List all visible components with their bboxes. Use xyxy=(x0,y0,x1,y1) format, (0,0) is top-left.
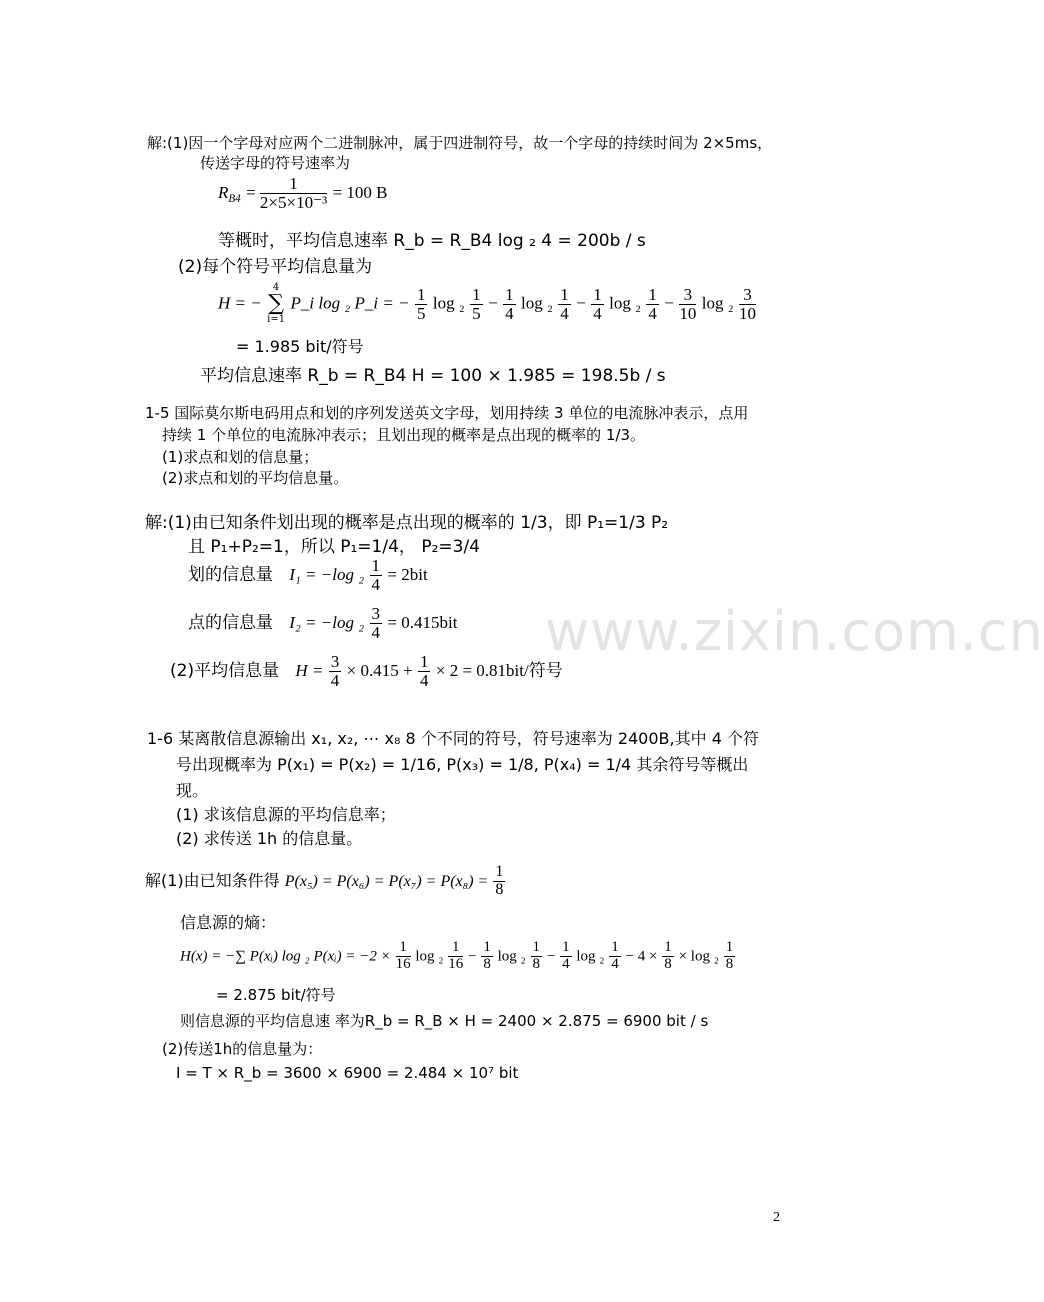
formula-i1: 划的信息量 I₁ = −log ₂ $\frac{1}{4}$ = 2bit xyxy=(188,556,428,594)
answer-16-entropy-label: 信息源的熵： xyxy=(180,913,277,932)
answer-15-line2: 且 P₁+P₂=1，所以 P₁=1/4， P₂=3/4 xyxy=(188,537,480,557)
question-15-line1: 1-5 国际莫尔斯电码用点和划的序列发送英文字母，划用持续 3 单位的电流脉冲表示，点用 xyxy=(145,404,749,422)
solution-14-line1: 解:(1)因一个字母对应两个二进制脉冲，属于四进制符号，故一个字母的持续时间为 2×5ms， xyxy=(147,134,773,152)
solution-14-line2: 传送字母的符号速率为 xyxy=(200,154,351,172)
question-16-line2: 号出现概率为 P(x₁) = P(x₂) = 1/16, P(x₃) = 1/8, P(x₄) = 1/4 其余符号等概出 xyxy=(176,755,749,774)
solution-14-part2: (2)每个符号平均信息量为 xyxy=(178,257,373,277)
answer-16-line1: 解(1)由已知条件得 P(x₅) = P(x₆) = P(x₇) = P(x₈) = $\frac{1}{8}$ xyxy=(145,863,504,898)
question-16-item2: (2) 求传送 1h 的信息量。 xyxy=(176,829,363,848)
formula-average-info: (2)平均信息量 H = $\frac{3}{4}$ × 0.415 + $\frac{1}{4}$ × 2 = 0.81bit/符号 xyxy=(170,652,563,690)
watermark: www.zixin.com.cn xyxy=(545,600,1044,663)
formula-info-1h: I = T × R_b = 3600 × 6900 = 2.484 × 10⁷ bit xyxy=(176,1064,519,1082)
formula-rb-equiprobable: 等概时，平均信息速率 R_b = R_B4 log ₂ 4 = 200b / s xyxy=(218,231,646,251)
formula-info-rate: 则信息源的平均信息速 率为R_b = R_B × H = 2400 × 2.875 = 6900 bit / s xyxy=(180,1012,709,1030)
question-15-item2: (2)求点和划的平均信息量。 xyxy=(162,469,349,487)
formula-h-sum: H = − 4 ∑ i=1 P_i log ₂ P_i = − $\frac{1}{5}$ log ₂ $\frac{1}{5}$ − $\frac{1}{4}$ log ₂ $\frac{1}{4}$ − $\frac{1}{4}$ log ₂ $\frac{1}{4}$ − $\frac{3}{10}$ log ₂ $\frac{3}{10}$ xyxy=(218,282,757,325)
question-16-item1: (1) 求该信息源的平均信息率； xyxy=(176,805,396,824)
question-16-line3: 现。 xyxy=(176,781,209,800)
formula-entropy: H(x) = −∑ P(xᵢ) log ₂ P(xᵢ) = −2 × $\frac{1}{16}$ log ₂ $\frac{1}{16}$ − $\frac{1}{8}$ log ₂ $\frac{1}{8}$ − $\frac{1}{4}$ log ₂ $\frac{1}{4}$ − 4 × $\frac{1}{8}$ × log ₂ $\frac{1}{8}$ xyxy=(180,939,734,972)
formula-rb4: $R_{B4}$ = $\frac{1}{\text{2×5×10⁻³}}$ = 100 B xyxy=(218,174,388,212)
answer-16-part2: (2)传送1h的信息量为： xyxy=(162,1040,323,1058)
question-15-line2: 持续 1 个单位的电流脉冲表示；且划出现的概率是点出现的概率的 1/3。 xyxy=(162,426,645,444)
answer-15-line1: 解:(1)由已知条件划出现的概率是点出现的概率的 1/3，即 P₁=1/3 P₂ xyxy=(145,513,669,533)
formula-h-result: = 1.985 bit/符号 xyxy=(236,337,364,356)
formula-entropy-result: = 2.875 bit/符号 xyxy=(216,986,336,1004)
formula-rb-average: 平均信息速率 R_b = R_B4 H = 100 × 1.985 = 198.5b / s xyxy=(200,366,666,386)
question-15-item1: (1)求点和划的信息量； xyxy=(162,448,319,466)
page-number: 2 xyxy=(773,1210,780,1225)
formula-i2: 点的信息量 I₂ = −log ₂ $\frac{3}{4}$ = 0.415bit xyxy=(188,604,458,642)
question-16-line1: 1-6 某离散信息源输出 x₁, x₂, ⋯ x₈ 8 个不同的符号，符号速率为 2400B,其中 4 个符 xyxy=(147,729,759,748)
